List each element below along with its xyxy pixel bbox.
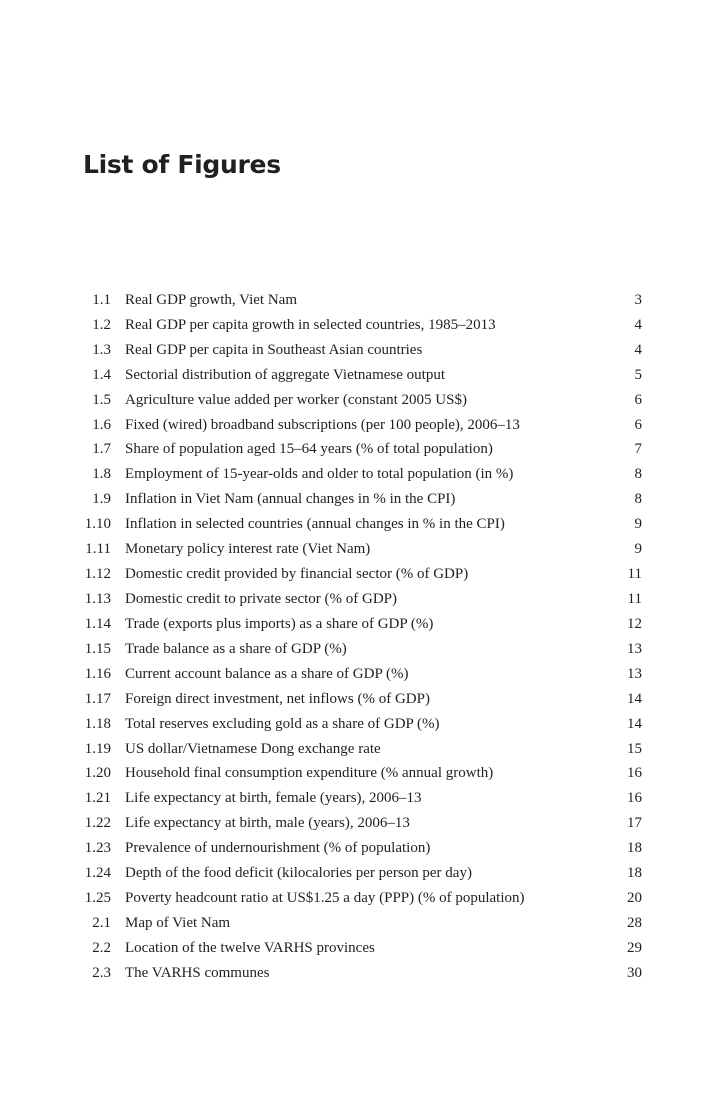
page-number: 12 — [627, 615, 642, 632]
list-item — [60, 512, 642, 537]
figure-number: 2.3 — [92, 964, 111, 981]
list-item — [60, 413, 642, 438]
figure-title: Life expectancy at birth, female (years), 2006–13 — [125, 790, 422, 807]
page-number: 14 — [627, 715, 642, 732]
figure-number: 1.9 — [92, 491, 111, 508]
list-item — [60, 687, 642, 712]
page-number: 7 — [634, 441, 642, 458]
list-item — [60, 587, 642, 612]
page-number: 11 — [627, 591, 642, 608]
figure-number: 1.5 — [92, 391, 111, 408]
figure-title: Location of the twelve VARHS provinces — [125, 939, 375, 956]
figure-title: The VARHS communes — [125, 964, 270, 981]
figure-number: 1.20 — [84, 765, 111, 782]
list-item — [60, 836, 642, 861]
figure-title: Sectorial distribution of aggregate Vietnamese output — [125, 366, 445, 383]
figure-title: Trade balance as a share of GDP (%) — [125, 640, 347, 657]
list-item — [60, 438, 642, 463]
figure-number: 1.12 — [84, 566, 111, 583]
list-item — [60, 562, 642, 587]
list-item — [60, 612, 642, 637]
list-item — [60, 936, 642, 961]
page-number: 14 — [627, 690, 642, 707]
figure-list — [60, 288, 642, 986]
list-item — [60, 811, 642, 836]
page-number: 30 — [627, 964, 642, 981]
figure-number: 1.11 — [85, 541, 111, 558]
list-item — [60, 961, 642, 986]
page-number: 3 — [634, 291, 642, 308]
figure-title: Life expectancy at birth, male (years), 2006–13 — [125, 815, 410, 832]
figure-number: 1.16 — [84, 665, 111, 682]
list-item — [60, 313, 642, 338]
list-item — [60, 338, 642, 363]
figure-title: Monetary policy interest rate (Viet Nam) — [125, 541, 371, 558]
page-number: 17 — [627, 815, 642, 832]
figure-title: Household final consumption expenditure (% annual growth) — [125, 765, 494, 782]
figure-number: 1.13 — [84, 591, 111, 608]
list-item — [60, 288, 642, 313]
figure-number: 2.1 — [92, 915, 111, 931]
figure-title: Domestic credit provided by financial sector (% of GDP) — [125, 566, 469, 583]
page-number: 16 — [627, 765, 642, 782]
page-number: 29 — [627, 939, 642, 956]
list-item — [60, 537, 642, 562]
page-number: 8 — [634, 466, 642, 483]
figure-title: Agriculture value added per worker (constant 2005 US$) — [125, 391, 467, 408]
figure-number: 1.25 — [84, 890, 111, 907]
figure-title: Total reserves excluding gold as a share of GDP (%) — [125, 715, 440, 732]
figure-number: 1.8 — [92, 466, 111, 483]
figure-number: 1.21 — [84, 790, 111, 807]
page-number: 5 — [634, 366, 642, 383]
figure-number: 1.17 — [84, 690, 111, 707]
page-number: 8 — [634, 491, 642, 508]
figure-number: 1.24 — [84, 865, 111, 882]
figure-number: 1.19 — [84, 740, 111, 757]
page-number: 4 — [634, 316, 642, 333]
figure-number: 1.15 — [84, 640, 111, 657]
page-number: 6 — [634, 391, 642, 408]
figure-number: 1.23 — [84, 840, 111, 857]
figure-title: Share of population aged 15–64 years (% of total population) — [125, 441, 493, 458]
figure-number: 1.6 — [92, 416, 111, 433]
list-item — [60, 861, 642, 886]
list-item — [60, 662, 642, 687]
page-number: 11 — [627, 566, 642, 583]
figure-number: 1.22 — [84, 815, 111, 832]
page-number: 20 — [627, 890, 642, 907]
page-number: 16 — [627, 790, 642, 807]
list-item — [60, 762, 642, 787]
figure-title: Poverty headcount ratio at US$1.25 a day (PPP) (% of population) — [125, 890, 525, 907]
figure-title: Domestic credit to private sector (% of GDP) — [125, 591, 397, 608]
list-item — [60, 487, 642, 512]
list-item — [60, 637, 642, 662]
figure-title: Inflation in Viet Nam (annual changes in % in the CPI) — [125, 491, 456, 508]
list-item — [60, 462, 642, 487]
figure-title: Employment of 15-year-olds and older to total population (in %) — [125, 466, 514, 483]
list-item — [60, 363, 642, 388]
page-number: 18 — [627, 865, 642, 882]
figure-title: Map of Viet Nam — [125, 915, 231, 931]
figure-title: Real GDP growth, Viet Nam — [125, 291, 297, 308]
figure-title: Inflation in selected countries (annual changes in % in the CPI) — [125, 516, 505, 533]
figure-title: Foreign direct investment, net inflows (% of GDP) — [125, 690, 430, 707]
figure-number: 1.3 — [92, 341, 111, 358]
page-number: 9 — [634, 516, 642, 533]
figure-number: 1.4 — [92, 366, 111, 383]
page-number: 13 — [627, 640, 642, 657]
figure-title: Real GDP per capita growth in selected countries, 1985–2013 — [125, 316, 496, 333]
figure-title: US dollar/Vietnamese Dong exchange rate — [125, 740, 381, 757]
list-item — [60, 737, 642, 762]
figure-title: Real GDP per capita in Southeast Asian countries — [125, 341, 423, 358]
figure-title: Fixed (wired) broadband subscriptions (per 100 people), 2006–13 — [125, 416, 520, 433]
list-item — [60, 886, 642, 911]
figure-title: Current account balance as a share of GDP (%) — [125, 665, 409, 682]
list-item — [60, 786, 642, 811]
figure-title: Depth of the food deficit (kilocalories per person per day) — [125, 865, 472, 882]
list-item — [60, 388, 642, 413]
page-number: 28 — [627, 915, 642, 931]
page-number: 13 — [627, 665, 642, 682]
figure-number: 1.10 — [84, 516, 111, 533]
figure-number: 1.18 — [84, 715, 111, 732]
figure-number: 1.2 — [92, 316, 111, 333]
page-number: 15 — [627, 740, 642, 757]
list-item — [60, 712, 642, 737]
figure-title: Prevalence of undernourishment (% of population) — [125, 840, 431, 857]
list-item — [60, 911, 642, 936]
figure-number: 1.1 — [92, 291, 111, 308]
figure-title: Trade (exports plus imports) as a share of GDP (%) — [125, 615, 434, 632]
figure-number: 2.2 — [92, 939, 111, 956]
page-number: 6 — [634, 416, 642, 433]
figure-number: 1.7 — [92, 441, 111, 458]
figure-number: 1.14 — [84, 615, 111, 632]
page-number: 9 — [634, 541, 642, 558]
page-number: 4 — [634, 341, 642, 358]
page-number: 18 — [627, 840, 642, 857]
page-title: List of Figures — [83, 150, 281, 179]
